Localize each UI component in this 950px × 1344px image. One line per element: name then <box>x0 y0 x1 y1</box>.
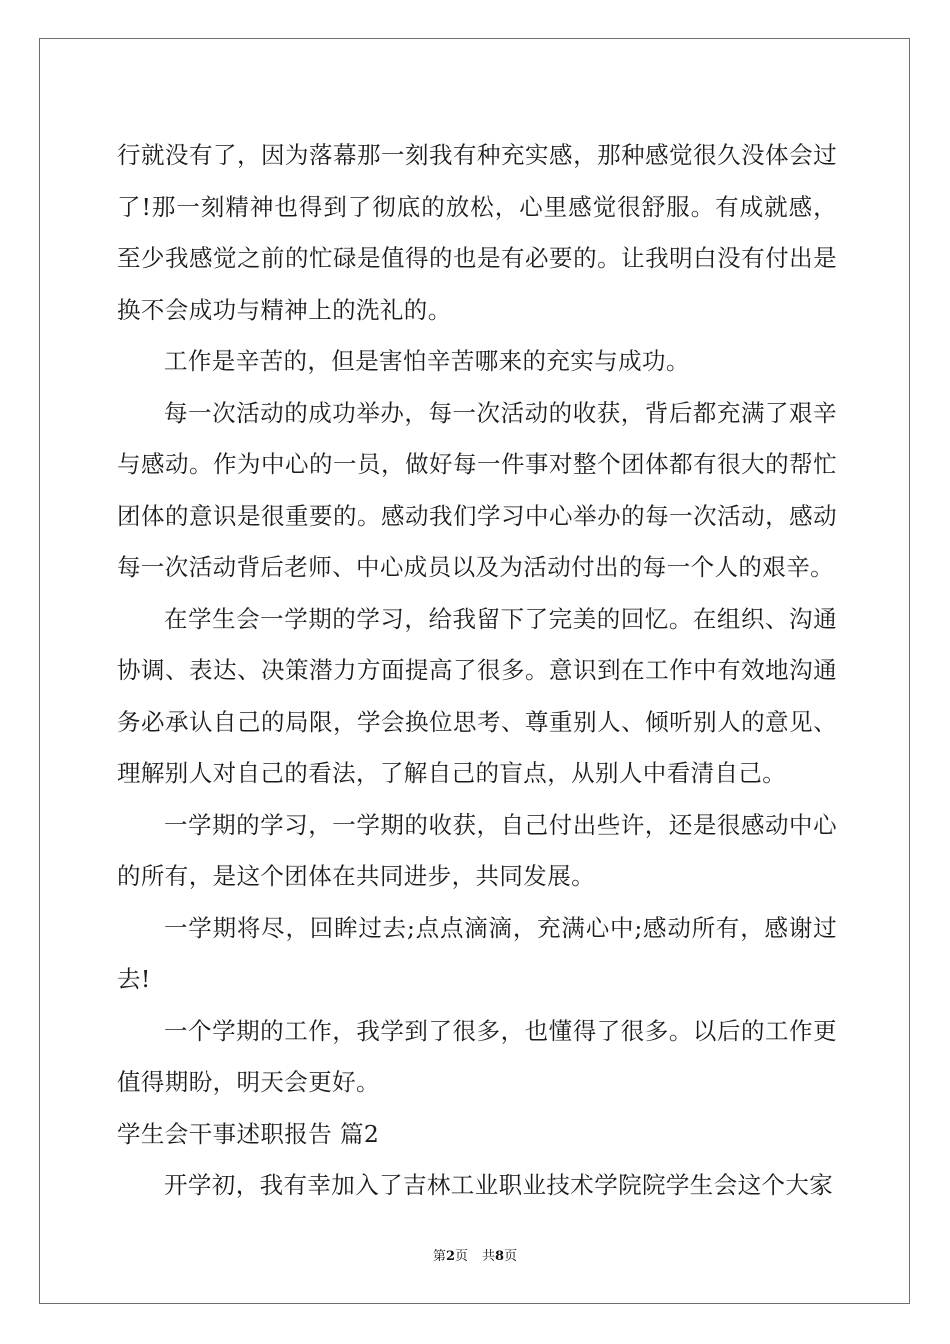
paragraph-5: 一学期的学习，一学期的收获，自己付出些许，还是很感动中心的所有，是这个团体在共同进步，共同发展。 <box>117 810 837 890</box>
paragraph-3: 每一次活动的成功举办，每一次活动的收获，背后都充满了艰辛与感动。作为中心的一员，做好每一件事对整个团体都有很大的帮忙团体的意识是很重要的。感动我们学习中心举办的每一次活动，感动每一次活动背后老师、中心成员以及为活动付出的每一个人的艰辛。 <box>117 398 837 581</box>
paragraph-7: 一个学期的工作，我学到了很多，也懂得了很多。以后的工作更值得期盼，明天会更好。 <box>117 1016 837 1096</box>
page-prefix: 第 <box>432 1249 446 1264</box>
total-prefix: 共 <box>482 1249 496 1264</box>
section-heading: 学生会干事述职报告 篇2 <box>117 1119 380 1148</box>
total-unit: 页 <box>504 1249 518 1264</box>
page-footer <box>0 1245 950 1264</box>
paragraph-4: 在学生会一学期的学习，给我留下了完美的回忆。在组织、沟通协调、表达、决策潜力方面提高了很多。意识到在工作中有效地沟通务必承认自己的局限，学会换位思考、尊重别人、倾听别人的意见、理解别人对自己的看法，了解自己的盲点，从别人中看清自己。 <box>117 604 837 787</box>
current-page-number: 2 <box>445 1249 455 1264</box>
paragraph-1: 行就没有了，因为落幕那一刻我有种充实感，那种感觉很久没体会过了!那一刻精神也得到了彻底的放松，心里感觉很舒服。有成就感，至少我感觉之前的忙碌是值得的也是有必要的。让我明白没有付出是换不会成功与精神上的洗礼的。 <box>117 141 837 324</box>
paragraph-2: 工作是辛苦的，但是害怕辛苦哪来的充实与成功。 <box>164 347 690 375</box>
total-page-number: 8 <box>495 1249 505 1264</box>
page-unit: 页 <box>454 1249 468 1264</box>
paragraph-6: 一学期将尽，回眸过去;点点滴滴，充满心中;感动所有，感谢过去! <box>117 913 837 993</box>
document-body <box>117 130 837 1212</box>
paragraph-closing: 开学初，我有幸加入了吉林工业职业技术学院院学生会这个大家 <box>164 1171 834 1199</box>
